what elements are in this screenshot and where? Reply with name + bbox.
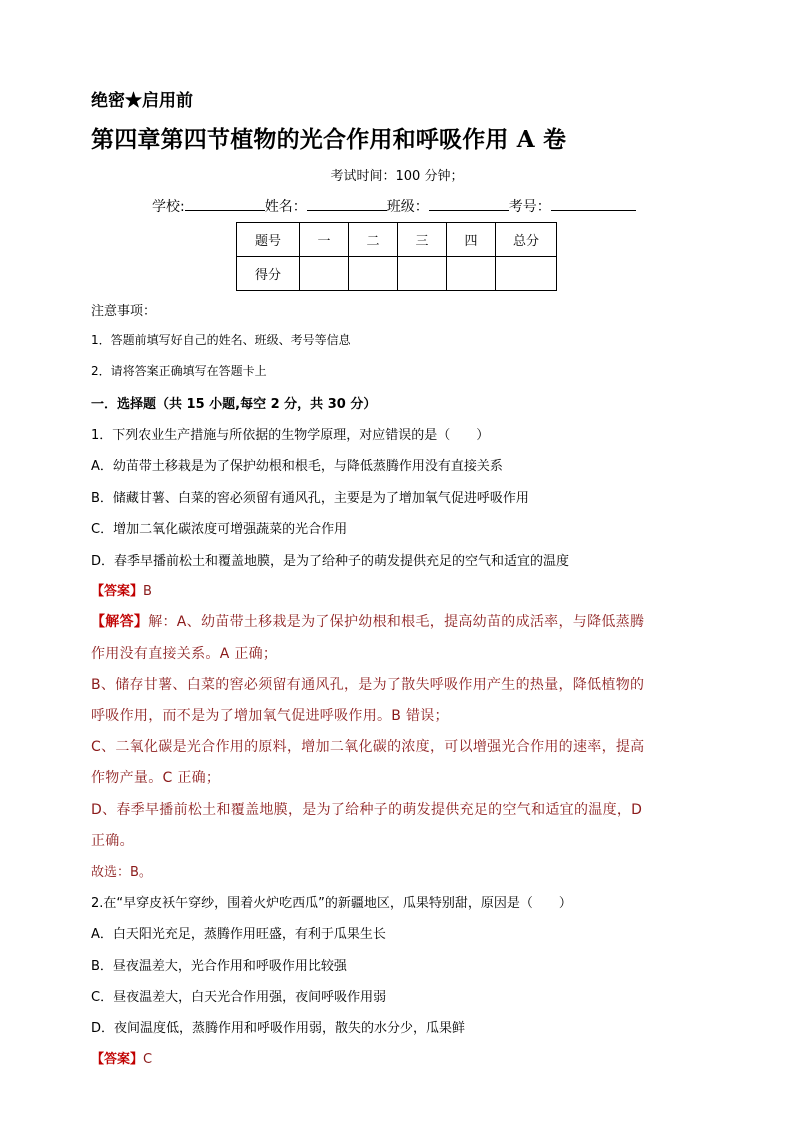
- analysis-text: 作物产量。C 正确；: [91, 770, 221, 786]
- choose-line: 故选：B。: [91, 865, 152, 880]
- score-cell[interactable]: [496, 257, 557, 291]
- score-table-row: [237, 257, 557, 291]
- answer-label: 【答案】: [91, 1052, 144, 1067]
- score-header-cell: 四: [447, 223, 496, 257]
- score-header-cell: 总分: [496, 223, 557, 257]
- exam-no-blank[interactable]: [551, 196, 636, 211]
- answer-label: 【答案】: [91, 584, 144, 599]
- score-header-cell: 二: [349, 223, 398, 257]
- class-label: 班级：: [386, 199, 429, 215]
- answer-value: B: [143, 584, 152, 599]
- notes-heading: 注意事项：: [91, 304, 157, 319]
- analysis-text: D、春季早播前松土和覆盖地膜，是为了给种子的萌发提供充足的空气和适宜的温度，D: [91, 802, 643, 818]
- analysis-text: 正确。: [91, 833, 134, 849]
- school-blank[interactable]: [185, 196, 265, 211]
- analysis-line: [91, 611, 644, 631]
- name-blank[interactable]: [307, 196, 387, 211]
- analysis-text: 呼吸作用，而不是为了增加氧气促进呼吸作用。B 错误；: [91, 708, 449, 724]
- score-header-cell: 一: [300, 223, 349, 257]
- note-item: 1．答题前填写好自己的姓名、班级、考号等信息: [91, 333, 351, 347]
- score-cell[interactable]: [447, 257, 496, 291]
- score-cell[interactable]: [349, 257, 398, 291]
- analysis-text: C、二氧化碳是光合作用的原料，增加二氧化碳的浓度，可以增强光合作用的速率，提高: [91, 739, 645, 755]
- class-blank[interactable]: [429, 196, 509, 211]
- exam-time: 考试时间：100 分钟；: [330, 169, 464, 184]
- analysis-text: B、储存甘薯、白菜的窖必须留有通风孔，是为了散失呼吸作用产生的热量，降低植物的: [91, 677, 645, 693]
- score-row-label: 得分: [237, 257, 300, 291]
- option-b: B．昼夜温差大，光合作用和呼吸作用比较强: [91, 959, 347, 974]
- confidential-label: 绝密★启用前: [91, 91, 193, 111]
- answer-line: [91, 1048, 152, 1067]
- option-d: D．春季早播前松土和覆盖地膜，是为了给种子的萌发提供充足的空气和适宜的温度: [91, 554, 570, 569]
- section-heading: 一．选择题（共 15 小题,每空 2 分，共 30 分）: [91, 397, 377, 412]
- name-label: 姓名：: [264, 199, 307, 215]
- answer-value: C: [143, 1052, 153, 1067]
- score-cell[interactable]: [300, 257, 349, 291]
- exam-no-label: 考号：: [508, 199, 551, 215]
- score-header-cell: 题号: [237, 223, 300, 257]
- score-table: [236, 222, 557, 291]
- score-header-cell: 三: [398, 223, 447, 257]
- question-stem: 1．下列农业生产措施与所依据的生物学原理，对应错误的是（ ）: [91, 428, 490, 443]
- analysis-text: 作用没有直接关系。A 正确；: [91, 646, 278, 662]
- score-cell[interactable]: [398, 257, 447, 291]
- option-c: C．增加二氧化碳浓度可增强蔬菜的光合作用: [91, 522, 348, 537]
- option-d: D．夜间温度低，蒸腾作用和呼吸作用弱，散失的水分少，瓜果鲜: [91, 1021, 466, 1036]
- answer-line: [91, 580, 152, 599]
- analysis-text: 解：A、幼苗带土移栽是为了保护幼根和根毛，提高幼苗的成活率，与降低蒸腾: [148, 614, 645, 630]
- score-table-header-row: [237, 223, 557, 257]
- option-b: B．储藏甘薯、白菜的窖必须留有通风孔，主要是为了增加氧气促进呼吸作用: [91, 491, 529, 506]
- school-label: 学校:: [152, 199, 185, 215]
- question-stem: 2.在“早穿皮袄午穿纱，围着火炉吃西瓜”的新疆地区，瓜果特别甜，原因是（ ）: [91, 896, 572, 911]
- analysis-label: 【解答】: [91, 614, 149, 630]
- option-a: A．白天阳光充足，蒸腾作用旺盛，有利于瓜果生长: [91, 927, 386, 942]
- student-info-line: [152, 196, 636, 216]
- page-title: 第四章第四节植物的光合作用和呼吸作用 A 卷: [91, 126, 567, 153]
- note-item: 2．请将答案正确填写在答题卡上: [91, 364, 267, 378]
- option-a: A．幼苗带土移栽是为了保护幼根和根毛，与降低蒸腾作用没有直接关系: [91, 459, 503, 474]
- option-c: C．昼夜温差大，白天光合作用强，夜间呼吸作用弱: [91, 990, 387, 1005]
